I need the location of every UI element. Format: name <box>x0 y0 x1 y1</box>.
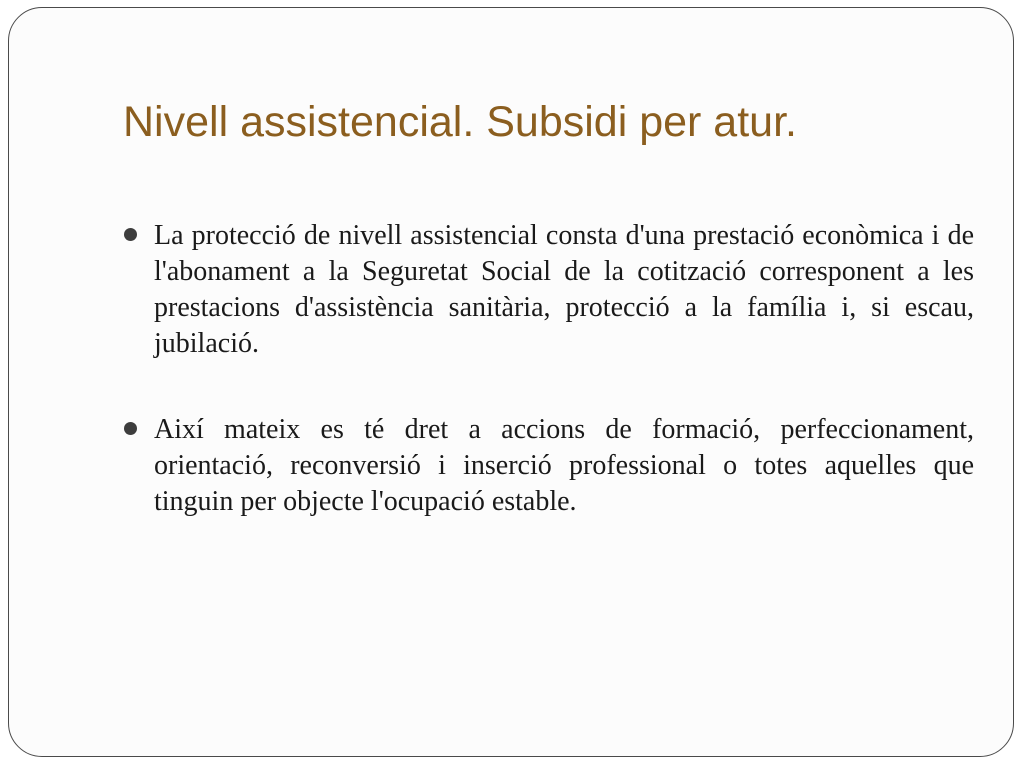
bullet-dot-icon <box>124 422 137 435</box>
bullet-list <box>124 218 974 570</box>
bullet-text: La protecció de nivell assistencial consta d'una prestació econòmica i de l'abonament a la Seguretat Social de la cotització corresponent a les prestacions d'assistència sanitària, protecció a la família i, si escau, jubilació. <box>154 220 974 359</box>
slide-title: Nivell assistencial. Subsidi per atur. <box>123 98 797 146</box>
bullet-dot-icon <box>124 228 137 241</box>
list-item <box>124 218 974 362</box>
bullet-text: Així mateix es té dret a accions de formació, perfeccionament, orientació, reconversió i inserció professional o totes aquelles que tinguin per objecte l'ocupació estable. <box>154 414 974 517</box>
list-item <box>124 412 974 520</box>
slide-frame <box>8 7 1014 757</box>
